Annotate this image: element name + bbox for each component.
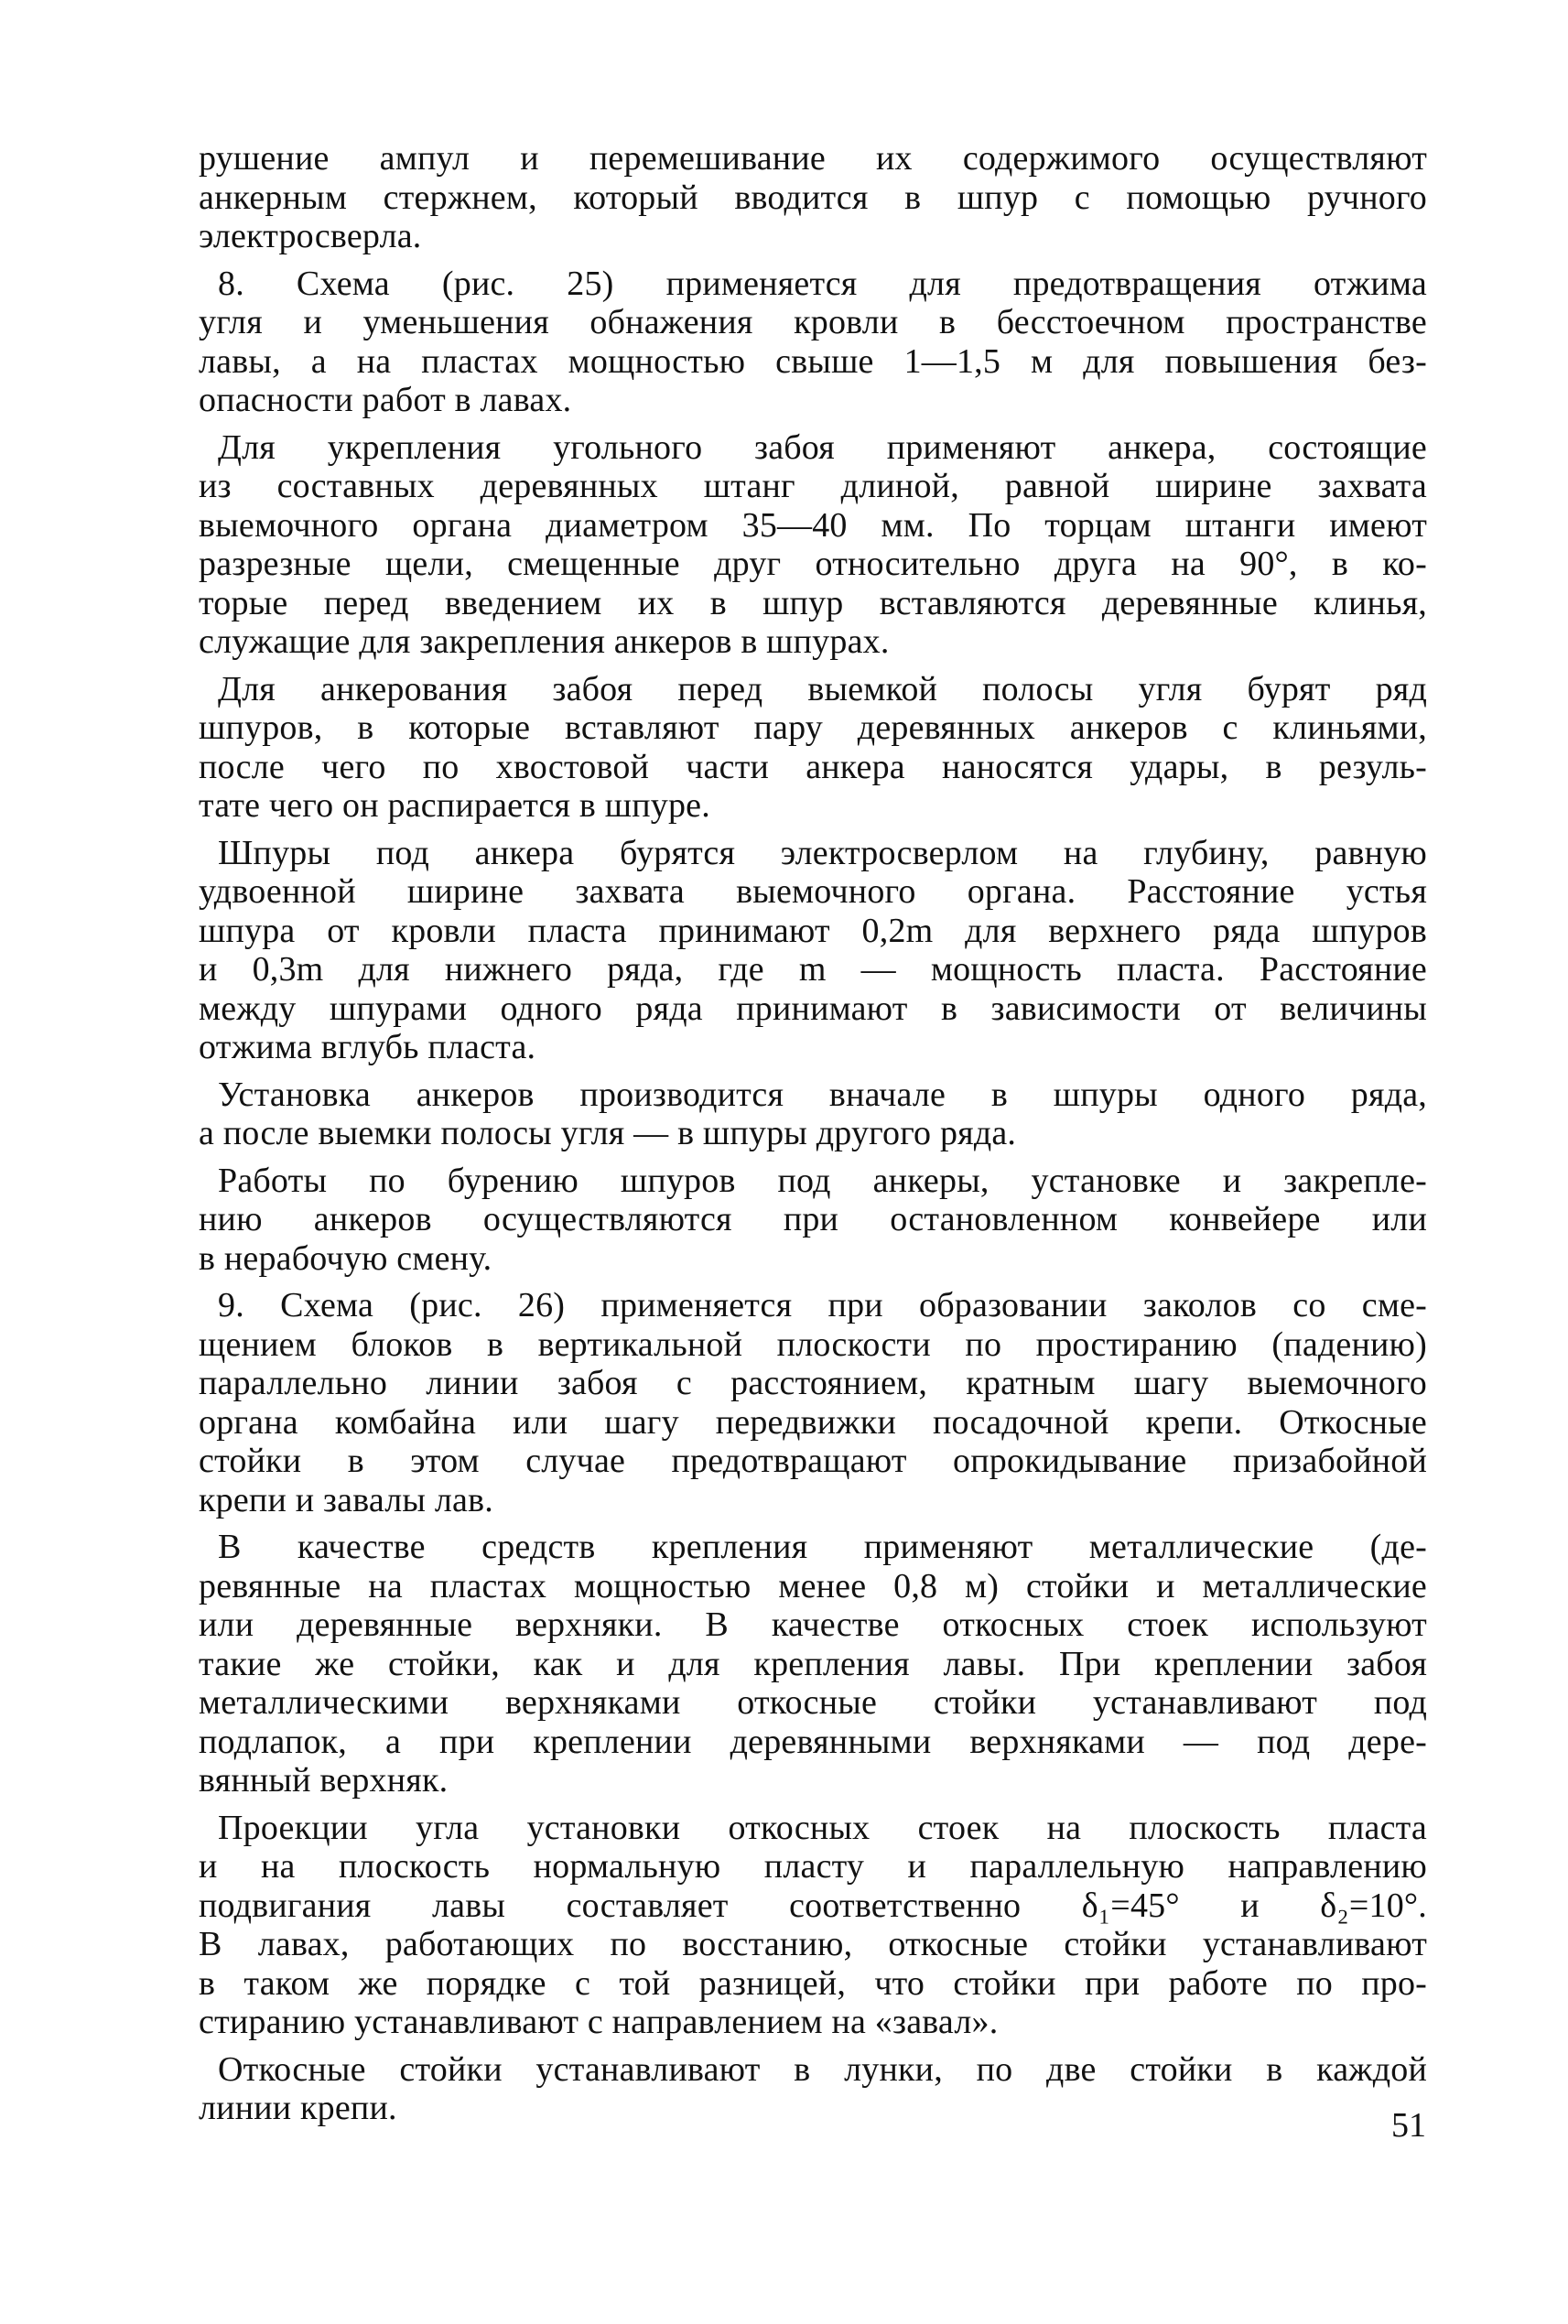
text-line: стиранию устанавливают с направлением на «завал». xyxy=(199,2003,999,2041)
paragraph xyxy=(199,428,1427,662)
text-line: 9. Схема (рис. 26) применяется при образовании заколов со сме- xyxy=(218,1286,1427,1324)
text-line: параллельно линии забоя с расстоянием, кратным шагу выемочного xyxy=(199,1364,1427,1402)
text-line: крепи и завалы лав. xyxy=(199,1480,493,1519)
text-line: отжима вглубь пласта. xyxy=(199,1028,536,1066)
paragraph xyxy=(199,2050,1427,2128)
text-line: вянный верхняк. xyxy=(199,1761,449,1800)
text-line: В лавах, работающих по восстанию, откосные стойки устанавливают xyxy=(199,1925,1427,1963)
text-line: электросверла. xyxy=(199,217,422,255)
paragraph xyxy=(199,1809,1427,2042)
paragraph xyxy=(199,834,1427,1067)
text-line: Откосные стойки устанавливают в лунки, по две стойки в каждой xyxy=(218,2049,1427,2089)
text-line: в таком же порядке с той разницей, что стойки при работе по про- xyxy=(199,1963,1427,2003)
text-line: из составных деревянных штанг длиной, равной ширине захвата xyxy=(199,467,1427,505)
text-line: выемочного органа диаметром 35—40 мм. По торцам штанги имеют xyxy=(199,505,1427,545)
text-line: шпуров, в которые вставляют пару деревянных анкеров с клиньями, xyxy=(199,708,1427,747)
text-line: служащие для закрепления анкеров в шпурах. xyxy=(199,622,890,661)
text-line: ревянные на пластах мощностью менее 0,8 м) стойки и металлические xyxy=(199,1566,1427,1605)
text-line: а после выемки полосы угля — в шпуры другого ряда. xyxy=(199,1114,1017,1152)
text-line: рушение ампул и перемешивание их содержимого осуществляют xyxy=(199,139,1427,178)
text-line: щением блоков в вертикальной плоскости по простиранию (падению) xyxy=(199,1324,1427,1364)
text-line: или деревянные верхняки. В качестве откосных стоек используют xyxy=(199,1605,1427,1644)
text-line: анкерным стержнем, который вводится в шпур с помощью ручного xyxy=(199,178,1427,217)
text-line: угля и уменьшения обнажения кровли в бесстоечном пространстве xyxy=(199,303,1427,341)
text-line: в нерабочую смену. xyxy=(199,1238,492,1278)
paragraph xyxy=(199,1286,1427,1519)
page-number: 51 xyxy=(1391,2106,1426,2145)
text-line: подлапок, а при креплении деревянными верхняками — под дере- xyxy=(199,1722,1427,1761)
text-line: линии крепи. xyxy=(199,2089,397,2127)
text-line: В качестве средств крепления применяют металлические (де- xyxy=(218,1528,1427,1566)
paragraph xyxy=(199,265,1427,420)
text-line: после чего по хвостовой части анкера наносятся удары, в резуль- xyxy=(199,747,1427,786)
text-line: Для анкерования забоя перед выемкой полосы угля бурят ряд xyxy=(218,669,1427,708)
page-body xyxy=(199,139,1427,2136)
text-line: Шпуры под анкера бурятся электросверлом на глубину, равную xyxy=(218,833,1427,872)
text-line: такие же стойки, как и для крепления лавы. При креплении забоя xyxy=(199,1644,1427,1683)
text-line: и на плоскость нормальную пласту и параллельную направлению xyxy=(199,1847,1427,1886)
paragraph xyxy=(199,139,1427,256)
text-line: стойки в этом случае предотвращают опрокидывание призабойной xyxy=(199,1442,1427,1480)
text-line: 8. Схема (рис. 25) применяется для предотвращения отжима xyxy=(218,264,1427,303)
paragraph xyxy=(199,670,1427,826)
text-line: Работы по бурению шпуров под анкеры, установке и закрепле- xyxy=(218,1161,1427,1200)
text-line: металлическими верхняками откосные стойки устанавливают под xyxy=(199,1683,1427,1722)
paragraph xyxy=(199,1162,1427,1279)
text-line: шпура от кровли пласта принимают 0,2m для верхнего ряда шпуров xyxy=(199,911,1427,950)
paragraph xyxy=(199,1528,1427,1800)
text-line: опасности работ в лавах. xyxy=(199,381,572,419)
text-line: подвигания лавы составляет соответственно δ₁=45° и δ₂=10°. xyxy=(199,1886,1427,1925)
text-line: удвоенной ширине захвата выемочного органа. Расстояние устья xyxy=(199,872,1427,911)
text-line: Проекции угла установки откосных стоек на плоскость пласта xyxy=(218,1808,1427,1847)
text-line: разрезные щели, смещенные друг относительно друга на 90°, в ко- xyxy=(199,545,1427,583)
text-line: лавы, а на пластах мощностью свыше 1—1,5 м для повышения без- xyxy=(199,341,1427,381)
text-line: между шпурами одного ряда принимают в зависимости от величины xyxy=(199,989,1427,1028)
text-line: тате чего он распирается в шпуре. xyxy=(199,786,710,825)
text-line: торые перед введением их в шпур вставляются деревянные клинья, xyxy=(199,583,1427,622)
text-line: Для укрепления угольного забоя применяют анкера, состоящие xyxy=(218,427,1427,467)
text-line: Установка анкеров производится вначале в шпуры одного ряда, xyxy=(218,1075,1427,1114)
text-line: и 0,3m для нижнего ряда, где m — мощность пласта. Расстояние xyxy=(199,950,1427,989)
text-line: нию анкеров осуществляются при остановленном конвейере или xyxy=(199,1200,1427,1238)
paragraph xyxy=(199,1076,1427,1153)
text-line: органа комбайна или шагу передвижки посадочной крепи. Откосные xyxy=(199,1402,1427,1442)
